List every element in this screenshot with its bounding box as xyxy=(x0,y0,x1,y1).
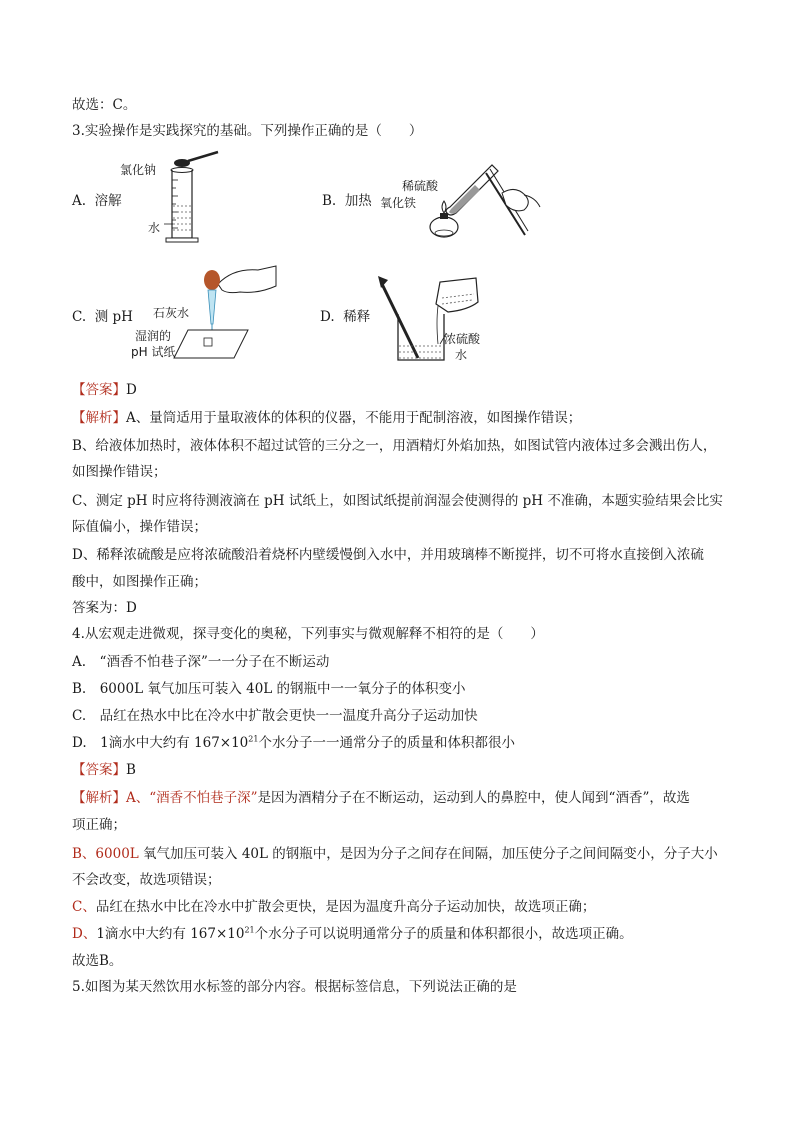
q2-answer-tail: 故选：C。 xyxy=(72,97,137,113)
q4-analysis-d: D、1滴水中大约有 $167\times 10^{21}$个水分子可以说明通常分子的质量和体积都很小，故选项正确。 xyxy=(72,925,633,942)
q3-analysis-a: 【解析】A、量筒适用于量取液体的体积的仪器，不能用于配制溶液，如图操作错误； xyxy=(72,410,582,426)
q4-analysis-a: 【解析】A、“酒香不怕巷子深”是因为酒精分子在不断运动，运动到人的鼻腔中，使人闻到“酒香”，故选 xyxy=(72,790,690,806)
q4-analysis-b: B、6000L 氧气加压可装入 40L 的钢瓶中，是因为分子之间存在间隔，加压使分子之间间隔变小，分子大小 xyxy=(72,846,718,862)
q3-analysis-b: B、给液体加热时，液体体积不超过试管的三分之一，用酒精灯外焰加热，如图试管内液体过多会溅出伤人， xyxy=(72,438,717,454)
q3-analysis-d: D、稀释浓硫酸是应将浓硫酸沿着烧杯内壁缓慢倒入水中，并用玻璃棒不断搅拌，切不可将水直接倒入浓硫 xyxy=(72,547,704,563)
q3-analysis-c-cont: 际值偏小，操作错误； xyxy=(72,519,207,535)
q3-analysis-c: C、测定 pH 时应将待测液滴在 pH 试纸上，如图试纸提前润湿会使测得的 pH 不准确，本题实验结果会比实 xyxy=(72,493,723,509)
q3-stem: 3.实验操作是实践探究的基础。下列操作正确的是（ ） xyxy=(72,123,423,139)
q5-stem: 5.如图为某天然饮用水标签的部分内容。根据标签信息，下列说法正确的是 xyxy=(72,979,517,995)
q4-analysis-b-cont: 不会改变，故选项错误； xyxy=(72,872,221,888)
q4-option-d: D. 1滴水中大约有 $167\times 10^{21}$个水分子一一通常分子的质量和体积都很小 xyxy=(72,734,515,751)
q4-option-a: A. “酒香不怕巷子深”一一分子在不断运动 xyxy=(72,654,330,670)
q3-option-c: C. 测 pH xyxy=(72,309,133,325)
heating-test-tube-illustration xyxy=(420,155,550,245)
q4-analysis-c: C、品红在热水中比在冷水中扩散会更快，是因为温度升高分子运动加快，故选项正确； xyxy=(72,899,596,915)
q4-final-answer: 故选B。 xyxy=(72,953,123,969)
label-wet: 湿润的 xyxy=(135,329,172,343)
label-limewater: 石灰水 xyxy=(153,306,190,320)
q4-analysis-a-cont: 项正确； xyxy=(72,817,126,833)
label-conc-sulfuric-acid: 浓硫酸 xyxy=(444,332,481,346)
graduated-cylinder-illustration xyxy=(160,150,230,250)
label-iron-oxide: 氧化铁 xyxy=(380,196,417,210)
q3-answer: 【答案】D xyxy=(72,382,137,398)
q3-analysis-b-cont: 如图操作错误； xyxy=(72,464,167,480)
q4-option-b: B. 6000L 氧气加压可装入 40L 的钢瓶中一一氧分子的体积变小 xyxy=(72,681,466,697)
label-water-d: 水 xyxy=(455,348,468,362)
q3-option-d: D. 稀释 xyxy=(320,309,371,325)
q4-answer: 【答案】B xyxy=(72,762,136,778)
q3-option-b: B. 加热 xyxy=(322,193,372,209)
label-water-a: 水 xyxy=(148,221,161,235)
dilution-beaker-illustration xyxy=(378,270,488,365)
q3-final-answer: 答案为：D xyxy=(72,600,137,616)
q3-analysis-d-cont: 酸中，如图操作正确； xyxy=(72,574,207,590)
q4-stem: 4.从宏观走进微观，探寻变化的奥秘，下列事实与微观解释不相符的是（ ） xyxy=(72,626,544,642)
label-sodium-chloride: 氯化钠 xyxy=(120,163,157,177)
q4-option-c: C. 品红在热水中比在冷水中扩散会更快一一温度升高分子运动加快 xyxy=(72,708,478,724)
label-ph-paper: pH 试纸 xyxy=(131,345,176,359)
label-dilute-sulfuric-acid: 稀硫酸 xyxy=(402,179,439,193)
dropper-ph-paper-illustration xyxy=(178,262,278,362)
q3-option-a: A. 溶解 xyxy=(72,193,122,209)
